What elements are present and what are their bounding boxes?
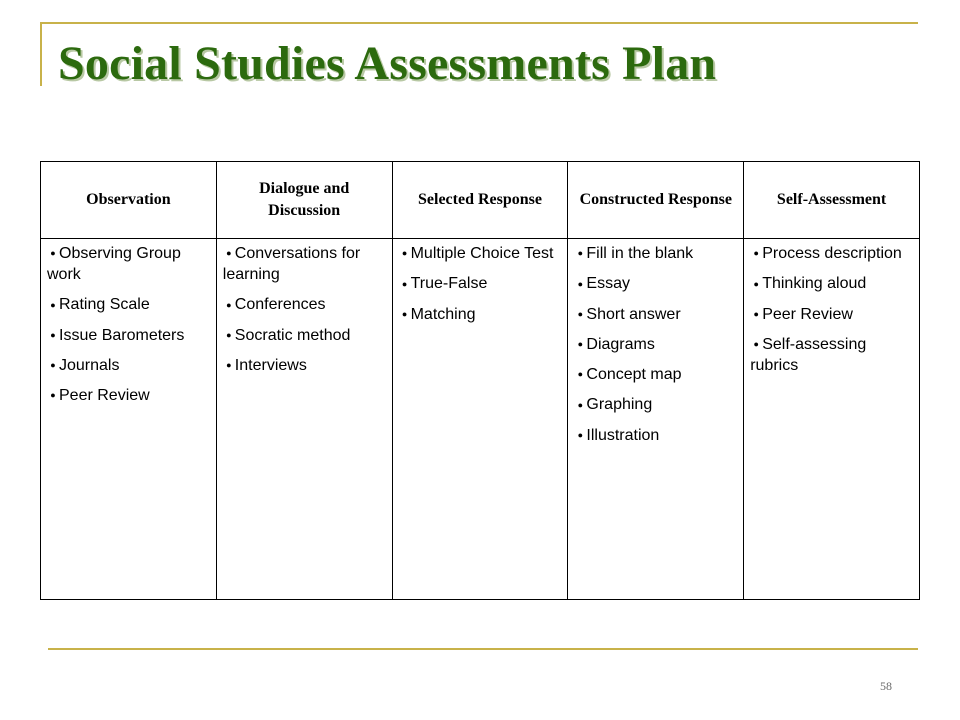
bullet-icon: ● [577, 369, 584, 380]
bullet-icon: ● [50, 390, 56, 401]
bullet-icon: ● [226, 329, 232, 340]
column-header-selected-response: Selected Response [392, 162, 568, 239]
table-header-row [41, 162, 920, 239]
list-item: ● Interviews [223, 355, 388, 376]
bullet-list [47, 243, 212, 406]
list-item: ● Self-assessing rubrics [750, 335, 867, 375]
list-item: ● True-False [399, 273, 564, 294]
bullet-icon: ● [50, 329, 56, 340]
list-item: ● Short answer [574, 304, 739, 325]
bullet-icon: ● [753, 339, 759, 350]
list-item: ● Conversations for learning [222, 245, 361, 284]
bullet-list [574, 243, 739, 446]
bullet-icon: ● [226, 360, 232, 371]
list-item: ● Issue Barometers [47, 325, 212, 346]
bullet-icon: ● [577, 248, 584, 259]
bullet-list [223, 243, 388, 376]
bullet-icon: ● [577, 308, 584, 319]
list-item: ● Diagrams [574, 334, 739, 355]
list-item: ● Graphing [574, 394, 739, 415]
bullet-icon: ● [753, 278, 759, 289]
slide-title: Social Studies Assessments Plan [58, 37, 717, 90]
bullet-icon: ● [401, 308, 408, 319]
column-header-self-assessment: Self-Assessment [744, 162, 920, 239]
list-item: ● Observing Group work [47, 245, 181, 284]
list-item: ● Illustration [574, 425, 739, 446]
table-body-row [41, 239, 920, 600]
column-header-constructed-response: Constructed Response [568, 162, 744, 239]
bottom-decor-line [48, 648, 918, 650]
column-cell-selected-response [392, 239, 568, 600]
bullet-icon: ● [577, 278, 584, 289]
list-item: ● Multiple Choice Test [399, 243, 564, 264]
bullet-list [750, 243, 915, 376]
bullet-icon: ● [577, 429, 584, 440]
bullet-icon: ● [401, 248, 408, 259]
bullet-icon: ● [753, 308, 759, 319]
bullet-icon: ● [577, 399, 584, 410]
column-cell-constructed-response [568, 239, 744, 600]
bullet-icon: ● [50, 248, 56, 259]
list-item: ● Peer Review [750, 304, 915, 325]
top-decor-line [40, 22, 918, 24]
list-item: ● Thinking aloud [750, 273, 915, 294]
list-item: ● Matching [399, 304, 564, 325]
left-decor-line [40, 22, 42, 86]
column-header-observation: Observation [41, 162, 217, 239]
bullet-icon: ● [50, 360, 56, 371]
column-cell-dialogue [216, 239, 392, 600]
list-item: ● Essay [574, 273, 739, 294]
bullet-icon: ● [226, 248, 232, 259]
column-cell-observation [41, 239, 217, 600]
list-item: ● Socratic method [223, 325, 388, 346]
bullet-icon: ● [226, 299, 232, 310]
bullet-icon: ● [577, 339, 584, 350]
bullet-icon: ● [753, 248, 759, 259]
list-item: ● Peer Review [47, 385, 212, 406]
list-item: ● Rating Scale [47, 294, 212, 315]
column-cell-self-assessment [744, 239, 920, 600]
column-header-dialogue: Dialogue and Discussion [216, 162, 392, 239]
bullet-list [399, 243, 564, 325]
assessment-plan-table [40, 161, 920, 600]
page-number: 58 [880, 679, 892, 693]
list-item: ● Journals [47, 355, 212, 376]
list-item: ● Concept map [574, 364, 739, 385]
list-item: ● Conferences [223, 294, 388, 315]
bullet-icon: ● [401, 278, 408, 289]
list-item: ● Fill in the blank [574, 243, 739, 264]
list-item: ● Process description [750, 243, 915, 264]
bullet-icon: ● [50, 299, 56, 310]
